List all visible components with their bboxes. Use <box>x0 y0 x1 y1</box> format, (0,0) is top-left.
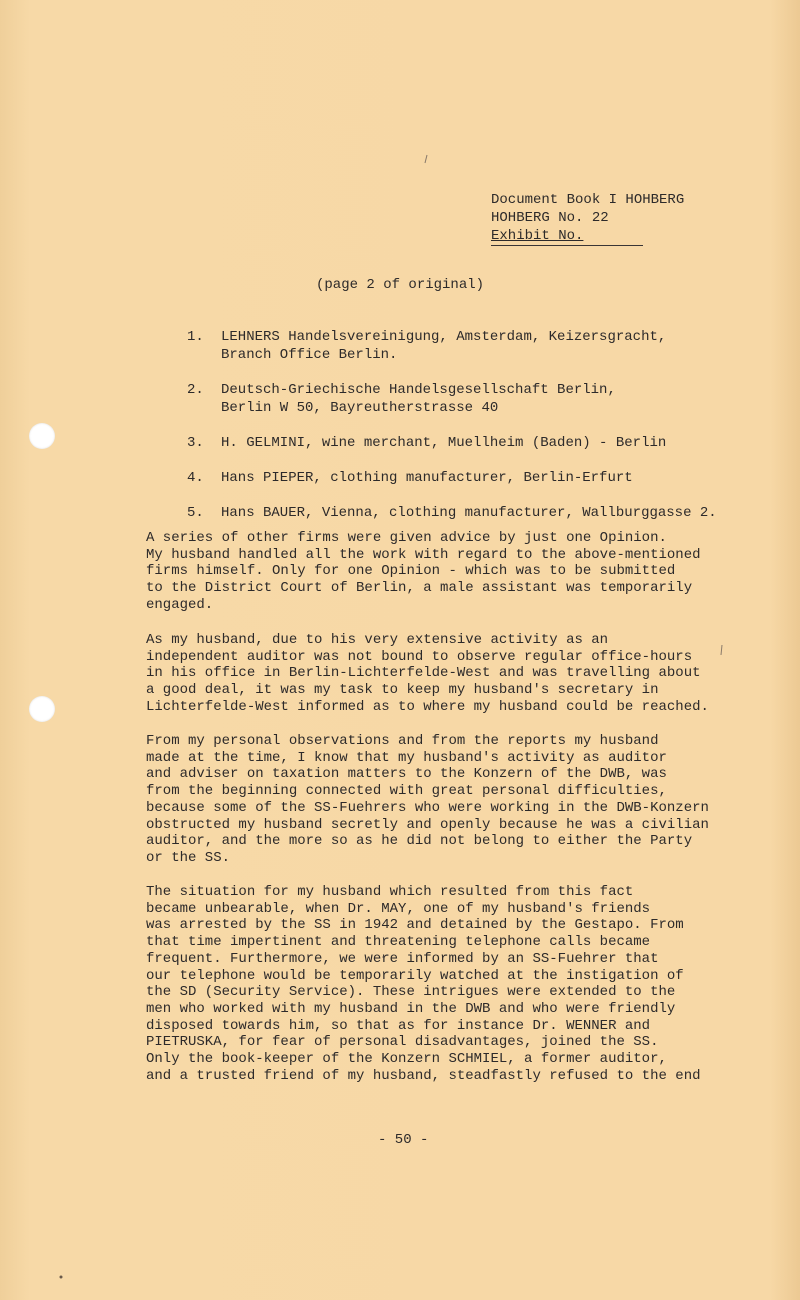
document-number-line: HOHBERG No. 22 <box>491 210 609 226</box>
firm-list <box>187 328 747 539</box>
paragraph-advice: A series of other firms were given advice by just one Opinion. My husband handled all the work with regard to the above-mentioned firms himself. Only for one Opinion - which was to be submitted to the District Court of Berlin, a male assistant was temporarily engaged. <box>146 530 701 613</box>
list-item <box>187 328 747 364</box>
list-number: 5. <box>187 505 204 521</box>
list-text: H. GELMINI, wine merchant, Muellheim (Baden) - Berlin <box>221 435 667 451</box>
paragraph-situation: The situation for my husband which resulted from this fact became unbearable, when Dr. MAY, one of my husband's friends was arrested by the SS in 1942 and detained by the Gestapo. From that time impertinent and threatening telephone calls became frequent. Furthermore, we were informed by an SS-Fuehrer that our telephone would be temporarily watched at the instigation of the SD (Security Service). These intrigues were extended to the men who worked with my husband in the DWB and who were friendly disposed towards him, so that as for instance Dr. WENNER and PIETRUSKA, for fear of personal disadvantages, joined the SS. Only the book-keeper of the Konzern SCHMIEL, a former auditor, and a trusted friend of my husband, steadfastly refused to the end <box>146 884 701 1084</box>
page-number: - 50 - <box>378 1132 429 1148</box>
document-book-line: Document Book I HOHBERG <box>491 192 685 208</box>
list-text: Hans PIEPER, clothing manufacturer, Berlin-Erfurt <box>221 470 633 486</box>
list-text: Deutsch-Griechische Handelsgesellschaft Berlin, Berlin W 50, Bayreutherstrasse 40 <box>221 382 616 416</box>
paragraph-observations: From my personal observations and from the reports my husband made at the time, I know that my husband's activity as auditor and adviser on taxation matters to the Konzern of the DWB, was from the beginning connected with great personal difficulties, because some of the SS-Fuehrers who were working in the DWB-Konzern obstructed my husband secretly and openly because he was a civilian auditor, and the more so as he did not belong to either the Party or the SS. <box>146 733 709 866</box>
list-text: Hans BAUER, Vienna, clothing manufacturer, Wallburggasse 2. <box>221 505 717 521</box>
list-number: 4. <box>187 470 204 486</box>
list-item <box>187 504 747 522</box>
list-number: 1. <box>187 329 204 345</box>
list-item <box>187 469 747 487</box>
list-number: 3. <box>187 435 204 451</box>
document-header <box>491 191 791 246</box>
list-text: LEHNERS Handelsvereinigung, Amsterdam, Keizersgracht, Branch Office Berlin. <box>221 329 667 363</box>
page-of-original: (page 2 of original) <box>316 277 485 293</box>
list-number: 2. <box>187 382 204 398</box>
list-item <box>187 434 747 452</box>
list-item <box>187 381 747 417</box>
exhibit-line: Exhibit No. <box>491 227 643 246</box>
paragraph-activity: As my husband, due to his very extensive activity as an independent auditor was not bound to observe regular office-hours in his office in Berlin-Lichterfelde-West and was travelling about a good deal, it was my task to keep my husband's secretary in Lichterfelde-West informed as to where my husband could be reached. <box>146 632 709 715</box>
